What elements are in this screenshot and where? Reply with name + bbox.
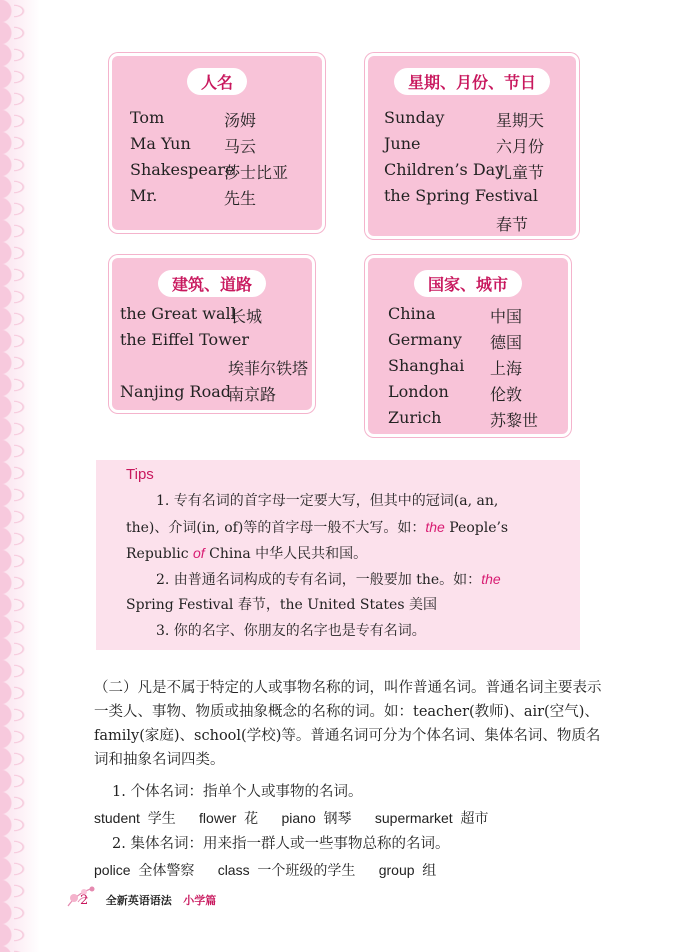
list-item: 马云 [224, 137, 257, 156]
list-item: Germany [388, 330, 462, 349]
tips-text: 3. 你的名字、你朋友的名字也是专有名词。 [156, 623, 426, 639]
box-dates-title: 星期、月份、节日 [394, 68, 550, 95]
list-item: Zurich [388, 408, 442, 427]
example-line: student 学生 flower 花 piano 钢琴 supermarket 超市 [94, 810, 489, 826]
page-footer [80, 892, 216, 908]
list-item: Mr. [130, 186, 158, 205]
list-item: China [388, 304, 436, 323]
example-line: police 全体警察 class 一个班级的学生 group 组 [94, 862, 437, 878]
list-item: 春节 [496, 215, 529, 234]
box-buildings-title: 建筑、道路 [158, 270, 266, 297]
tips-line [126, 566, 552, 593]
tips-text: 2. 由普通名词构成的专有名词，一般要加 the。如： [156, 572, 482, 588]
list-item: Nanjing Road [120, 382, 232, 401]
tips-text: Republic [126, 546, 194, 562]
list-item: 六月份 [496, 137, 545, 156]
list-item: 中国 [490, 307, 523, 326]
list-item: 德国 [490, 333, 523, 352]
box-people [112, 56, 322, 230]
list-item: 星期天 [496, 111, 545, 130]
page-number: 2 [80, 893, 89, 908]
tips-line [126, 618, 552, 644]
list-item: Tom [130, 108, 165, 127]
list-item: 上海 [490, 359, 523, 378]
list-item: the Spring Festival [384, 186, 539, 205]
tips-text: the)、介词(in, of)等的首字母一般不大写。如： [126, 520, 426, 536]
list-item: 南京路 [228, 385, 277, 404]
list-item: 先生 [224, 189, 257, 208]
tips-article: the [481, 571, 501, 587]
list-item: 儿童节 [496, 163, 545, 182]
list-item: 莎士比亚 [224, 163, 289, 182]
list-item: the Great wall [120, 304, 236, 323]
body-paragraph: （二）凡是不属于特定的人或事物名称的词，叫作普通名词。普通名词主要表示一类人、事物、物质或抽象概念的名称的词。如：teacher(教师)、air(空气)、family(家庭)、school(学校)等。普通名词可分为个体名词、集体名词、物质名词和抽象名词四类。 [94, 680, 602, 768]
tips-text: 1. 专有名词的首字母一定要大写，但其中的冠词(a, an, [156, 493, 499, 509]
body-item: 1. 个体名词：指单个人或事物的名词。 [112, 784, 363, 800]
list-item: 苏黎世 [490, 411, 539, 430]
tips-article: the [425, 519, 445, 535]
tips-text: People’s [444, 520, 509, 536]
list-item: 伦敦 [490, 385, 523, 404]
box-countries-title: 国家、城市 [414, 270, 522, 297]
body-item: 2. 集体名词：用来指一群人或一些事物总称的名词。 [112, 836, 450, 852]
tips-text: Spring Festival 春节，the United States 美国 [126, 597, 437, 613]
tips-preposition: of [193, 545, 205, 561]
list-item: June [384, 134, 421, 153]
list-item: Shakespeare [130, 160, 235, 179]
book-title: 全新英语语法 [105, 894, 172, 907]
list-item: the Eiffel Tower [120, 330, 249, 349]
list-item: Sunday [384, 108, 445, 127]
list-item: 汤姆 [224, 111, 257, 130]
tips-line [126, 540, 552, 567]
tips-text: China 中华人民共和国。 [204, 546, 368, 562]
box-people-title: 人名 [187, 68, 247, 95]
decorative-border [0, 0, 40, 952]
tips-title: Tips [126, 466, 154, 483]
tips-box [96, 460, 580, 650]
list-item: Children’s Day [384, 160, 505, 179]
tips-line [126, 514, 552, 541]
list-item: London [388, 382, 449, 401]
tips-line [126, 592, 552, 618]
list-item: Ma Yun [130, 134, 191, 153]
series-title: 小学篇 [183, 894, 217, 907]
tips-line [126, 488, 552, 514]
list-item: 长城 [230, 307, 263, 326]
box-dates [368, 56, 576, 236]
box-countries [368, 258, 568, 434]
list-item: 埃菲尔铁塔 [228, 359, 309, 378]
box-buildings [112, 258, 312, 410]
list-item: Shanghai [388, 356, 465, 375]
